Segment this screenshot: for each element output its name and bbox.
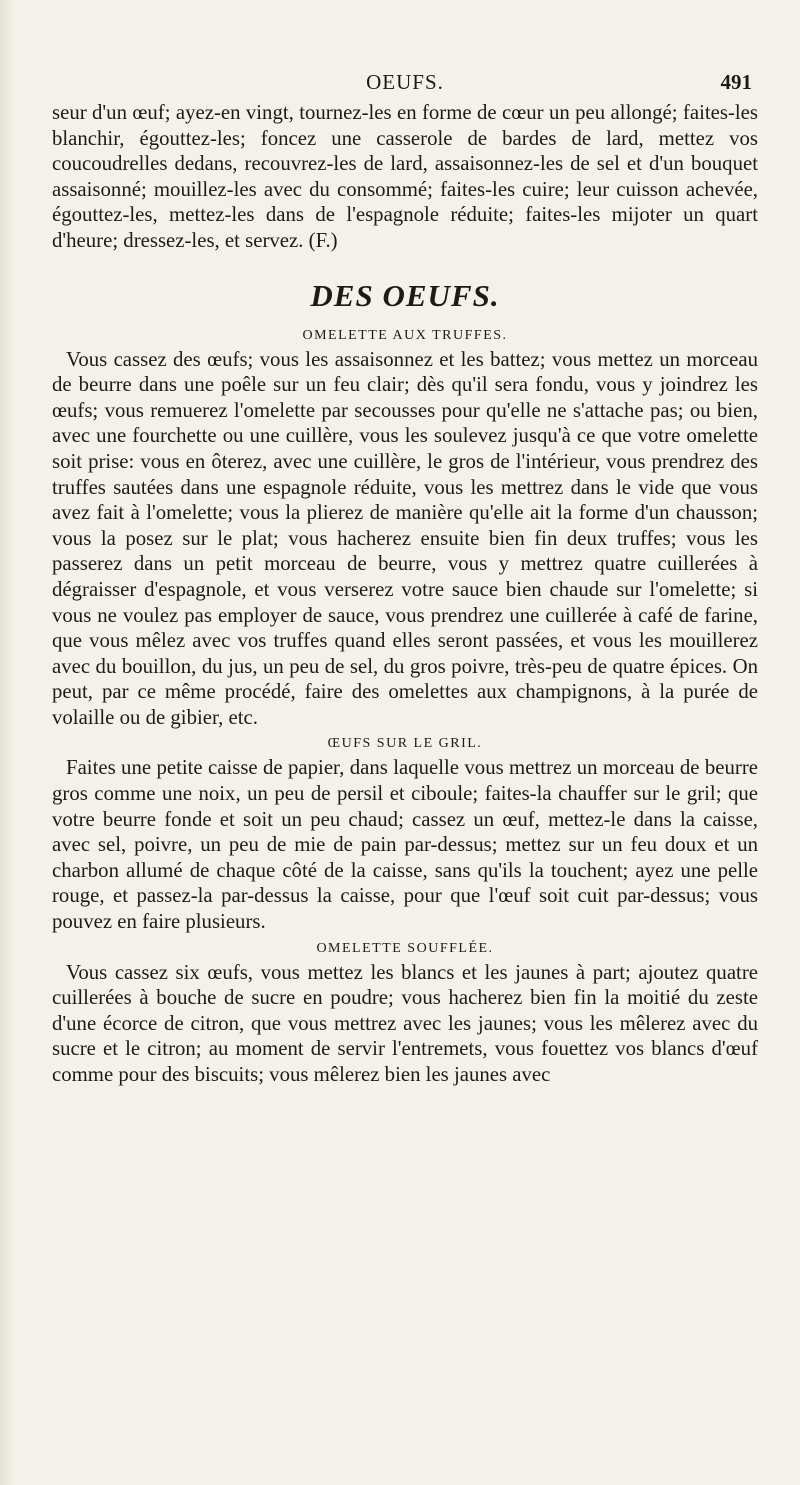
page-binding-edge [0,0,14,1485]
recipe-title-oeufs-gril: ŒUFS SUR LE GRIL. [327,736,483,752]
recipe-title-omelette-truffes: OMELETTE AUX TRUFFES. [302,327,508,343]
running-title: OEUFS. [366,70,444,94]
recipe-title-omelette-soufflee: OMELETTE SOUFFLÉE. [316,940,494,956]
running-head [52,70,758,100]
page-number: 491 [720,70,752,94]
recipe-text-omelette-truffes: Vous cassez des œufs; vous les assaisonnez et les battez; vous mettez un morceau de beurre dans une poêle sur un feu clair; dès qu'il sera fondu, vous y joindrez les œufs; vous remuerez l'omelette par secousses pour qu'elle ne s'attache pas; ou bien, avec une fourchette ou une cuillère, vous les soulevez jusqu'à ce que votre omelette soit prise: vous en ôterez, avec une cuillère, le gros de l'intérieur, vous prendrez des truffes sautées dans une espagnole réduite, vous les mettrez dans le vide que vous avez fait à l'omelette; vous la plierez de manière qu'elle ait la forme d'un chausson; vous la posez sur le plat; vous hacherez ensuite bien fin deux truffes; vous les passerez dans un petit morceau de beurre, vous y mettrez quatre cuillerées à dégraisser d'espagnole, et vous verserez votre sauce bien chaude sur l'omelette; si vous ne voulez pas employer de sauce, vous prendrez une cuillerée à café de farine, que vous mêlez avec vos truffes quand elles seront passées, et vous les mouillerez avec du bouillon, du jus, un peu de sel, du gros poivre, très-peu de quatre épices. On peut, par ce même procédé, faire des omelettes aux champignons, à la purée de volaille ou de gibier, etc. [52,347,758,729]
book-page [52,70,758,1088]
section-title: DES OEUFS. [310,277,500,313]
recipe-text-omelette-soufflee: Vous cassez six œufs, vous mettez les blancs et les jaunes à part; ajoutez quatre cuillerées à bouche de sucre en poudre; vous hacherez bien fin la moitié du zeste d'une écorce de citron, que vous mettrez avec les jaunes; vous les mêlerez avec du sucre et le citron; au moment de servir l'entremets, vous fouettez vos blancs d'œuf comme pour des biscuits; vous mêlerez bien les jaunes avec [52,960,758,1086]
intro-paragraph: seur d'un œuf; ayez-en vingt, tournez-les en forme de cœur un peu allongé; faites-les blanchir, égouttez-les; foncez une casserole de bardes de lard, mettez vos coucoudrelles dedans, recouvrez-les de lard, assaisonnez-les de sel et d'un bouquet assaisonné; mouillez-les avec du consommé; faites-les cuire; leur cuisson achevée, égouttez-les, mettez-les dans de l'espagnole réduite; faites-les mijoter un quart d'heure; dressez-les, et servez. (F.) [52,101,758,252]
recipe-text-oeufs-gril: Faites une petite caisse de papier, dans laquelle vous mettrez un morceau de beurre gros comme une noix, un peu de persil et ciboule; faites-la chauffer sur le gril; que votre beurre fonde et soit un peu chaud; cassez un œuf, mettez-le dans la caisse, avec sel, poivre, un peu de mie de pain par-dessus; mettez sur un feu doux et un charbon allumé de chaque côté de la caisse, sans qu'ils la touchent; ayez une pelle rouge, et passez-la par-dessus la caisse, pour que l'œuf soit cuit par-dessus; vous pouvez en faire plusieurs. [52,756,758,934]
